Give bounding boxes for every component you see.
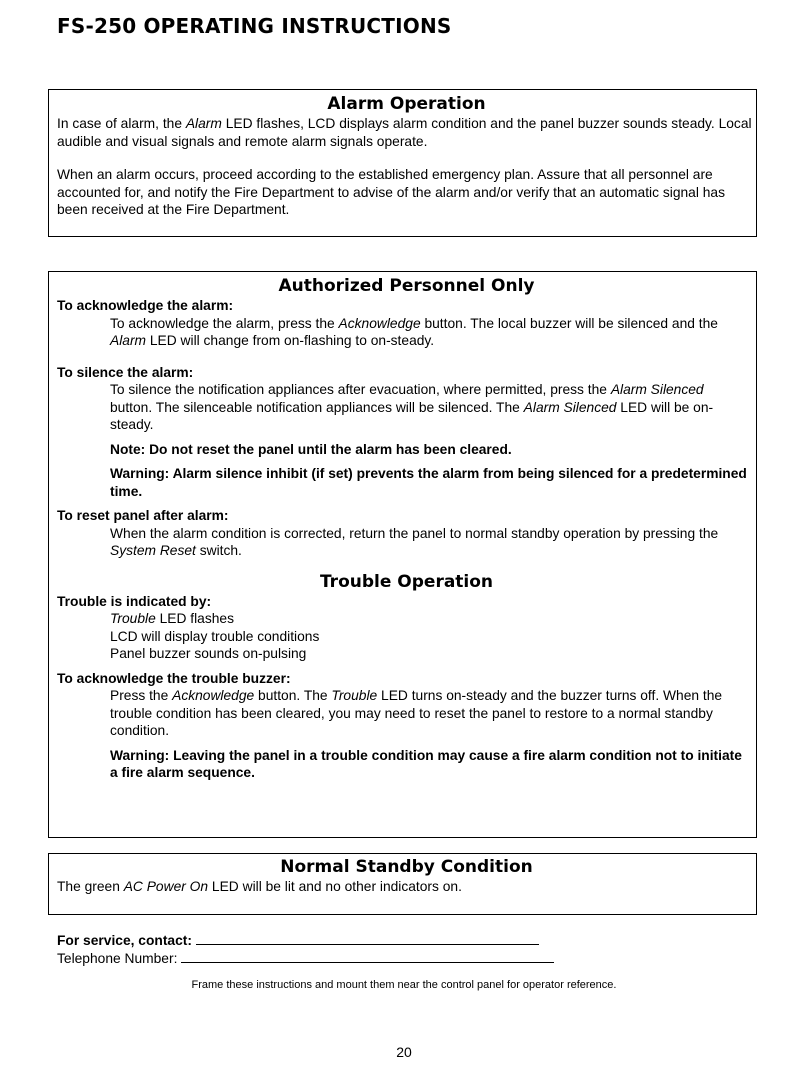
silence-inhibit-warning: Warning: Alarm silence inhibit (if set) prevents the alarm from being silenced for a predetermined time. — [110, 466, 747, 499]
page-title: FS-250 OPERATING INSTRUCTIONS — [57, 14, 452, 38]
normal-standby-body: The green AC Power On LED will be lit and no other indicators on. — [57, 879, 462, 894]
page-number: 20 — [396, 1044, 412, 1060]
telephone-line[interactable] — [181, 950, 554, 963]
trouble-indicator-item: Trouble LED flashes — [110, 611, 234, 626]
trouble-indicated-heading: Trouble is indicated by: — [57, 593, 212, 609]
authorized-personnel-title: Authorized Personnel Only — [278, 276, 535, 296]
authorized-personnel-box — [48, 271, 757, 838]
silence-alarm-heading: To silence the alarm: — [57, 364, 194, 380]
ack-alarm-body: To acknowledge the alarm, press the Acknowledge button. The local buzzer will be silenced and the Alarm LED will change from on-flashing to on-steady. — [110, 315, 718, 348]
service-contact-block — [57, 932, 554, 967]
ack-alarm-heading: To acknowledge the alarm: — [57, 298, 234, 313]
footer-note: Frame these instructions and mount them near the control panel for operator reference. — [191, 979, 617, 991]
alarm-paragraph-2: When an alarm occurs, proceed according to the established emergency plan. Assure that all personnel are accounted for, and notify the Fire Department to advise of the alarm and/or verify that an automatic signal has been received at the Fire Department. — [57, 167, 725, 217]
service-contact-line[interactable] — [196, 932, 539, 945]
trouble-indicator-item: Panel buzzer sounds on-pulsing — [110, 646, 307, 661]
trouble-warning: Warning: Leaving the panel in a trouble condition may cause a fire alarm condition not to initiate a fire alarm sequence. — [110, 747, 742, 780]
reset-panel-heading: To reset panel after alarm: — [57, 508, 229, 523]
silence-alarm-body: To silence the notification appliances after evacuation, where permitted, press the Alarm Silenced button. The silenceable notification appliances will be silenced. The Alarm Silenced LED will be on-steady. — [110, 382, 714, 432]
normal-standby-title: Normal Standby Condition — [280, 857, 533, 877]
alarm-operation-box — [48, 89, 757, 237]
ack-trouble-body: Press the Acknowledge button. The Trouble LED turns on-steady and the buzzer turns off. When the trouble condition has been cleared, you may need to reset the panel to restore to a normal standby condition. — [110, 688, 723, 738]
trouble-operation-title: Trouble Operation — [319, 571, 494, 592]
reset-note: Note: Do not reset the panel until the alarm has been cleared. — [110, 441, 512, 457]
reset-panel-body: When the alarm condition is corrected, return the panel to normal standby operation by pressing the System Reset switch. — [110, 525, 719, 558]
alarm-paragraph-1: In case of alarm, the Alarm LED flashes, LCD displays alarm condition and the panel buzzer sounds steady. Local audible and visual signals and remote alarm signals operate. — [57, 116, 752, 149]
telephone-label: Telephone Number: — [57, 950, 182, 966]
service-contact-label: For service, contact: — [57, 933, 196, 948]
trouble-indicator-item: LCD will display trouble conditions — [110, 628, 320, 644]
ack-trouble-heading: To acknowledge the trouble buzzer: — [57, 670, 291, 686]
alarm-operation-title: Alarm Operation — [327, 94, 486, 114]
normal-standby-box — [48, 853, 757, 915]
